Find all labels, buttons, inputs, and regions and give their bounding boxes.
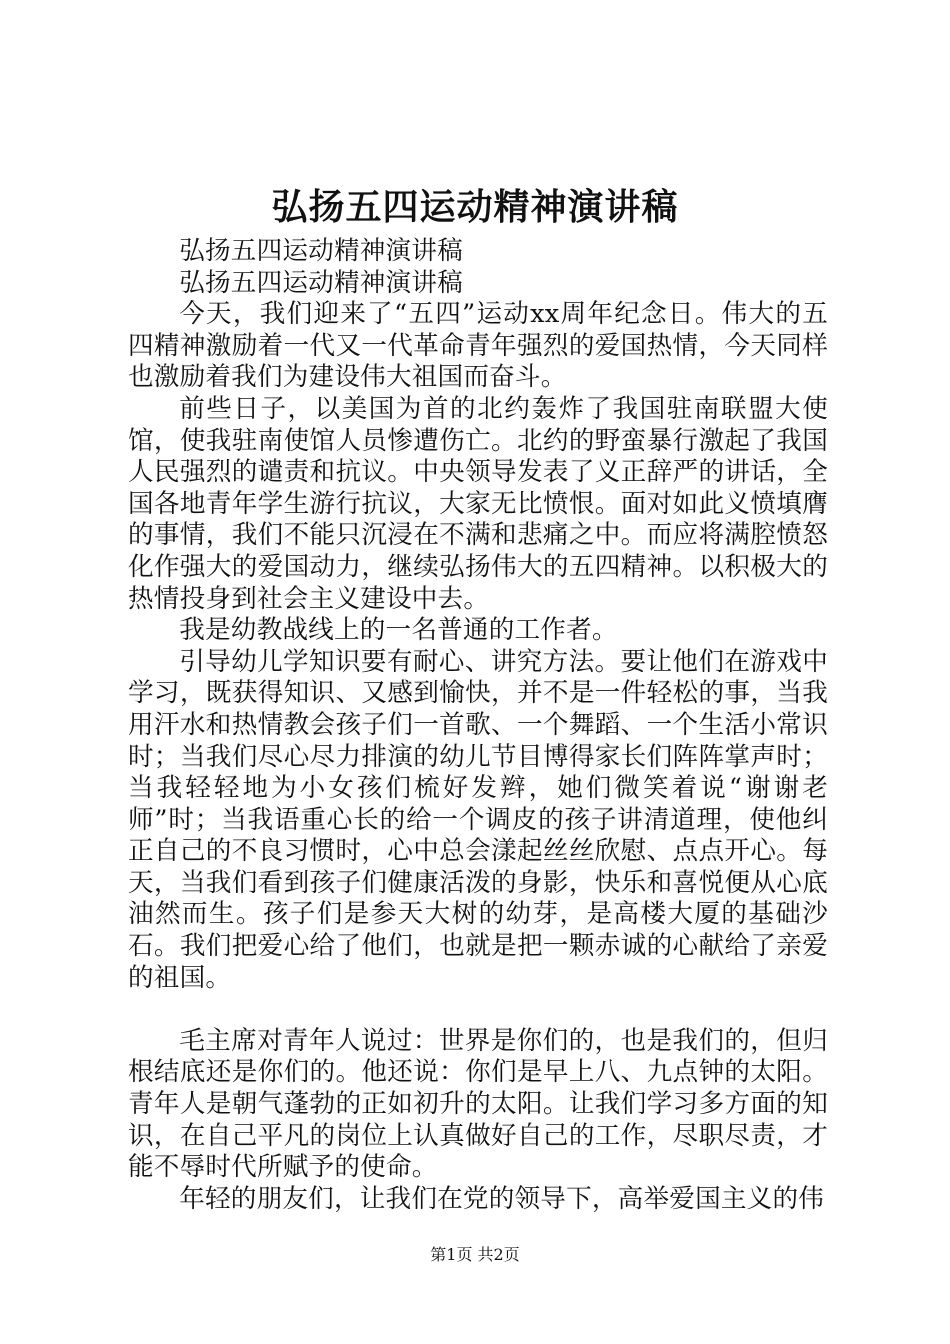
paragraph: 引导幼儿学知识要有耐心、讲究方法。要让他们在游戏中学习，既获得知识、又感到愉快，并不是一件轻松的事，当我用汗水和热情教会孩子们一首歌、一个舞蹈、一个生活小常识时；当我们尽心尽力排演的幼儿节目博得家长们阵阵掌声时；当我轻轻地为小女孩们梳好发辫，她们微笑着说“谢谢老师”时；当我语重心长的给一个调皮的孩子讲清道理，使他纠正自己的不良习惯时，心中总会漾起丝丝欣慰、点点开心。每天，当我们看到孩子们健康活泼的身影，快乐和喜悦便从心底油然而生。孩子们是参天大树的幼芽，是高楼大厦的基础沙石。我们把爱心给了他们，也就是把一颗赤诚的心献给了亲爱的祖国。	[128, 646, 828, 993]
paragraph: 我是幼教战线上的一名普通的工作者。	[179, 615, 618, 646]
page-number-footer: 第1页 共2页	[430, 1245, 520, 1264]
paragraph: 年轻的朋友们，让我们在党的领导下，高举爱国主义的伟	[179, 1183, 825, 1214]
blank-line	[128, 994, 828, 1026]
document-body	[128, 236, 828, 1215]
paragraph: 今天，我们迎来了“五四”运动xx周年纪念日。伟大的五四精神激励着一代又一代革命青年强烈的爱国热情，今天同样也激励着我们为建设伟大祖国而奋斗。	[128, 299, 828, 393]
paragraph: 弘扬五四运动精神演讲稿	[179, 236, 463, 266]
paragraph: 毛主席对青年人说过：世界是你们的，也是我们的，但归根结底还是你们的。他还说：你们是早上八、九点钟的太阳。青年人是朝气蓬勃的正如初升的太阳。让我们学习多方面的知识，在自己平凡的岗位上认真做好自己的工作，尽职尽责，才能不辱时代所赋予的使命。	[128, 1025, 828, 1183]
paragraph: 前些日子，以美国为首的北约轰炸了我国驻南联盟大使馆，使我驻南使馆人员惨遭伤亡。北约的野蛮暴行激起了我国人民强烈的谴责和抗议。中央领导发表了义正辞严的讲话，全国各地青年学生游行抗议，大家无比愤恨。面对如此义愤填膺的事情，我们不能只沉浸在不满和悲痛之中。而应将满腔愤怒化作强大的爱国动力，继续弘扬伟大的五四精神。以积极大的热情投身到社会主义建设中去。	[128, 393, 828, 614]
page-title: 弘扬五四运动精神演讲稿	[271, 186, 679, 228]
paragraph: 弘扬五四运动精神演讲稿	[179, 267, 463, 298]
